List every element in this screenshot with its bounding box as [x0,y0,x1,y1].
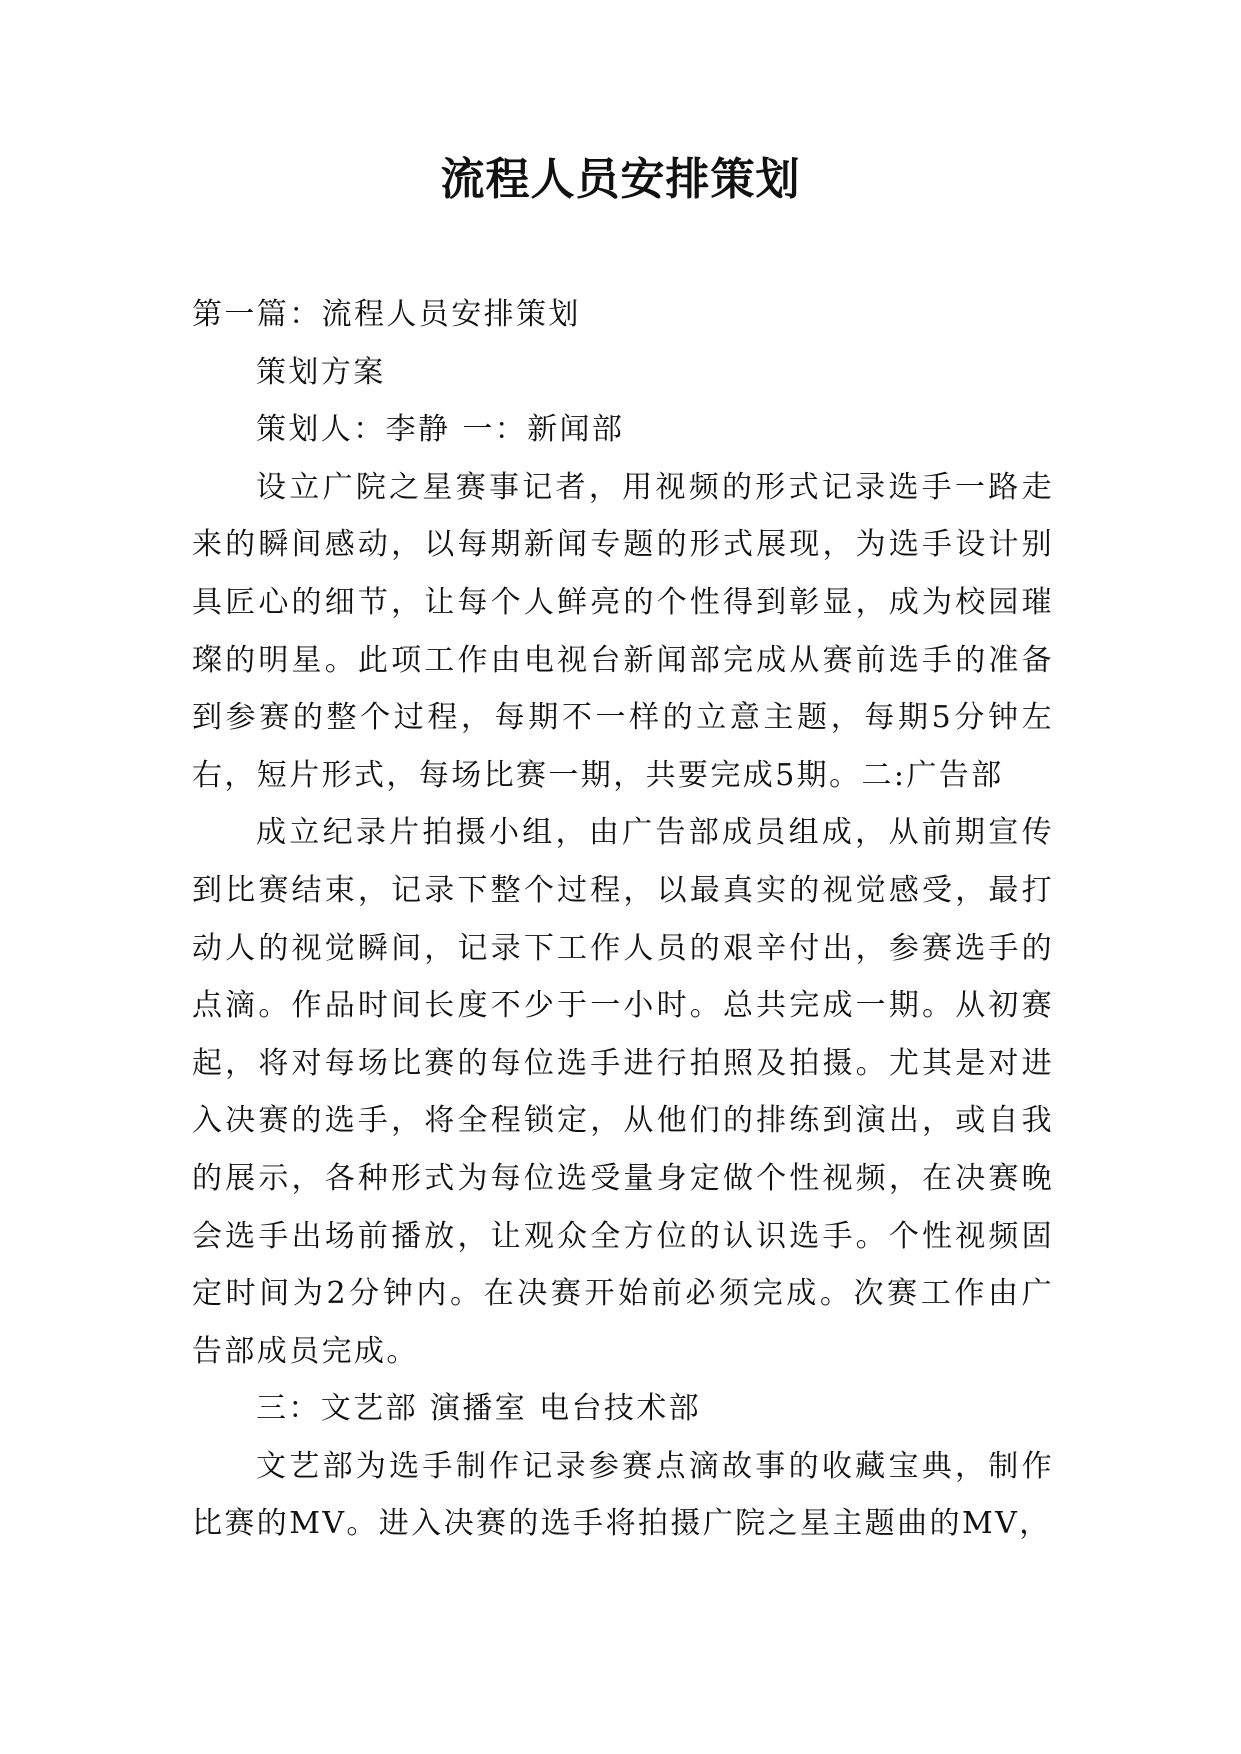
document-title: 流程人员安排策划 [440,154,801,205]
plan-label: 策划方案 [256,354,386,390]
paragraph-advertising-department: 成立纪录片拍摄小组，由广告部成员组成，从前期宣传到比赛结束，记录下整个过程，以最真实的视觉感受，最打动人的视觉瞬间，记录下工作人员的艰辛付出，参赛选手的点滴。作品时间长度不少于一小时。总共完成一期。从初赛起，将对每场比赛的每位选手进行拍照及拍摄。尤其是对进入决赛的选手，将全程锁定，从他们的排练到演出，或自我的展示，各种形式为每位选受量身定做个性视频，在决赛晚会选手出场前播放，让观众全方位的认识选手。个性视频固定时间为2分钟内。在决赛开始前必须完成。次赛工作由广告部成员完成。 [192,815,1054,1369]
section-heading-1: 第一篇：流程人员安排策划 [192,297,581,332]
paragraph-news-department: 设立广院之星赛事记者，用视频的形式记录选手一路走来的瞬间感动，以每期新闻专题的形式展现，为选手设计别具匠心的细节，让每个人鲜亮的个性得到彰显，成为校园璀璨的明星。此项工作由电视台新闻部完成从赛前选手的准备到参赛的整个过程，每期不一样的立意主题，每期5分钟左右，短片形式，每场比赛一期，共要完成5期。二:广告部 [192,469,1054,793]
planner-line: 策划人：李静 一：新闻部 [256,412,625,448]
section-heading-3: 三：文艺部 演播室 电台技术部 [256,1391,702,1427]
document-body [192,286,1054,1553]
paragraph-arts-department: 文艺部为选手制作记录参赛点滴故事的收藏宝典，制作比赛的MV。进入决赛的选手将拍摄广院之星主题曲的MV， [192,1448,1054,1542]
